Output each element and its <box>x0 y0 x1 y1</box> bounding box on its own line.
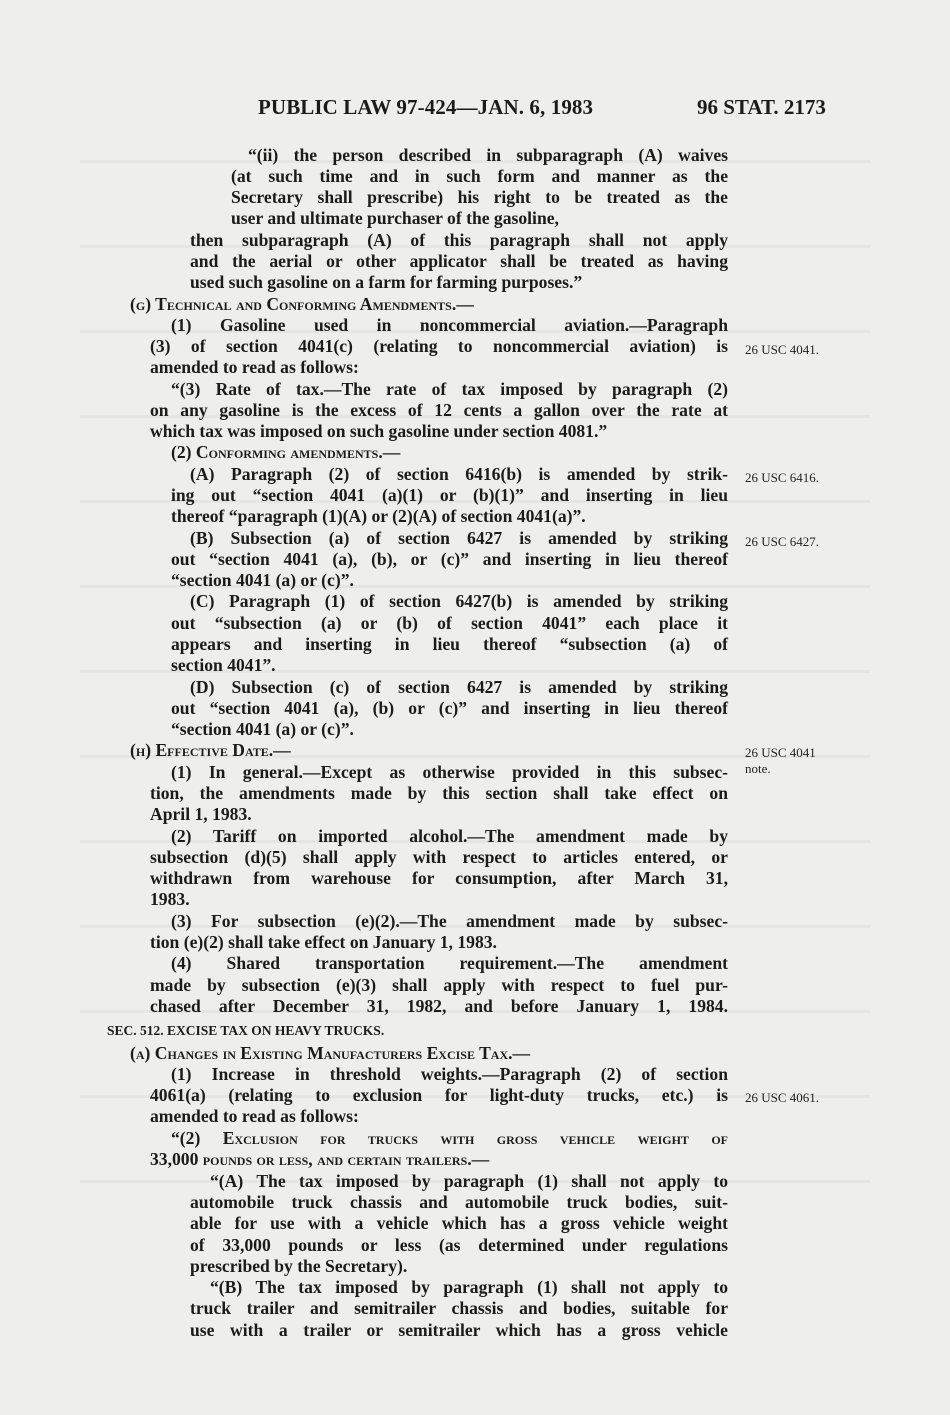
text-line: “section 4041 (a) or (c)”. <box>171 719 354 739</box>
text-line: appears and inserting in lieu thereof “subsection (a) of <box>171 634 728 654</box>
text-line: Secretary shall prescribe) his right to be treated as the <box>231 187 728 207</box>
text-line: amended to read as follows: <box>150 1106 359 1126</box>
text-line: (1) Gasoline used in noncommercial aviation.—Paragraph <box>171 315 728 335</box>
text-line: (C) Paragraph (1) of section 6427(b) is amended by striking <box>190 591 728 611</box>
text-line: 4061(a) (relating to exclusion for light-duty trucks, etc.) is <box>150 1085 728 1105</box>
margin-citation: 26 USC 4041 <box>745 745 816 760</box>
margin-citation: 26 USC 4041. <box>745 342 820 357</box>
margin-citation: 26 USC 4061. <box>745 1090 820 1105</box>
text-line: “(B) The tax imposed by paragraph (1) shall not apply to <box>210 1277 728 1297</box>
text-line: (3) of section 4041(c) (relating to noncommercial aviation) is <box>150 336 728 356</box>
margin-citation: 26 USC 6416. <box>745 470 820 485</box>
text-line: (at such time and in such form and manner as the <box>231 166 728 186</box>
text-line: out “section 4041 (a), (b) or (c)” and inserting in lieu thereof <box>171 698 728 718</box>
text-line: on any gasoline is the excess of 12 cents a gallon over the rate at <box>150 400 728 420</box>
text-line: (1) In general.—Except as otherwise provided in this subsec- <box>171 762 728 782</box>
text-line: used such gasoline on a farm for farming purposes.” <box>190 272 583 292</box>
text-line: (3) For subsection (e)(2).—The amendment made by subsec- <box>171 911 728 931</box>
text-line: “(2) Exclusion for trucks with gross vehicle weight of <box>171 1128 728 1148</box>
text-line: use with a trailer or semitrailer which has a gross vehicle <box>190 1320 728 1340</box>
text-line: “section 4041 (a) or (c)”. <box>171 570 354 590</box>
text-line: (2) Tariff on imported alcohol.—The amendment made by <box>171 826 728 846</box>
paragraph-heading: (2) Conforming amendments.— <box>171 442 401 462</box>
running-head-title: PUBLIC LAW 97-424—JAN. 6, 1983 <box>258 95 594 119</box>
text-line: subsection (d)(5) shall apply with respect to articles entered, or <box>150 847 728 867</box>
subsection-heading: (g) Technical and Conforming Amendments.— <box>130 294 474 314</box>
text-line: truck trailer and semitrailer chassis and bodies, suitable for <box>190 1298 728 1318</box>
running-head-stat: 96 STAT. 2173 <box>697 95 826 119</box>
text-line: out “section 4041 (a), (b), or (c)” and inserting in lieu thereof <box>171 549 728 569</box>
margin-citation-note: note. <box>745 761 771 776</box>
subsection-heading: (a) Changes in Existing Manufacturers Excise Tax.— <box>130 1043 531 1063</box>
text-line: section 4041”. <box>171 655 276 675</box>
text-line: automobile truck chassis and automobile truck bodies, suit- <box>190 1192 728 1212</box>
text-line: and the aerial or other applicator shall be treated as having <box>190 251 728 271</box>
text-line: tion, the amendments made by this section shall take effect on <box>150 783 728 803</box>
text-line: amended to read as follows: <box>150 357 359 377</box>
subsection-heading: (h) Effective Date.— <box>130 740 291 760</box>
text-line: withdrawn from warehouse for consumption, after March 31, <box>150 868 728 888</box>
text-line: made by subsection (e)(3) shall apply with respect to fuel pur- <box>150 975 728 995</box>
text-line: which tax was imposed on such gasoline under section 4081.” <box>150 421 608 441</box>
text-line: “(A) The tax imposed by paragraph (1) shall not apply to <box>210 1171 728 1191</box>
text-line: out “subsection (a) or (b) of section 4041” each place it <box>171 613 728 633</box>
margin-citation: 26 USC 6427. <box>745 534 820 549</box>
text-line: (A) Paragraph (2) of section 6416(b) is amended by strik- <box>190 464 728 484</box>
text-line: “(ii) the person described in subparagraph (A) waives <box>248 145 728 165</box>
text-line: thereof “paragraph (1)(A) or (2)(A) of section 4041(a)”. <box>171 506 586 526</box>
text-line: (D) Subsection (c) of section 6427 is amended by striking <box>190 677 728 697</box>
text-line: April 1, 1983. <box>150 804 252 824</box>
text-line: chased after December 31, 1982, and before January 1, 1984. <box>150 996 728 1016</box>
section-heading: SEC. 512. EXCISE TAX ON HEAVY TRUCKS. <box>107 1023 385 1038</box>
text-line: “(3) Rate of tax.—The rate of tax imposed by paragraph (2) <box>171 379 728 399</box>
text-line: of 33,000 pounds or less (as determined under regulations <box>190 1235 728 1255</box>
text-line: tion (e)(2) shall take effect on January 1, 1983. <box>150 932 497 952</box>
text-line: able for use with a vehicle which has a gross vehicle weight <box>190 1213 728 1233</box>
text-line: (B) Subsection (a) of section 6427 is amended by striking <box>190 528 728 548</box>
text-line: (4) Shared transportation requirement.—The amendment <box>171 953 728 973</box>
text-line: (1) Increase in threshold weights.—Paragraph (2) of section <box>171 1064 728 1084</box>
text-line: then subparagraph (A) of this paragraph shall not apply <box>190 230 728 250</box>
text-line: user and ultimate purchaser of the gasoline, <box>231 208 559 228</box>
text-line: prescribed by the Secretary). <box>190 1256 408 1276</box>
text-line: 33,000 pounds or less, and certain trailers.— <box>150 1149 490 1169</box>
text-line: ing out “section 4041 (a)(1) or (b)(1)” and inserting in lieu <box>171 485 728 505</box>
text-line: 1983. <box>150 889 190 909</box>
